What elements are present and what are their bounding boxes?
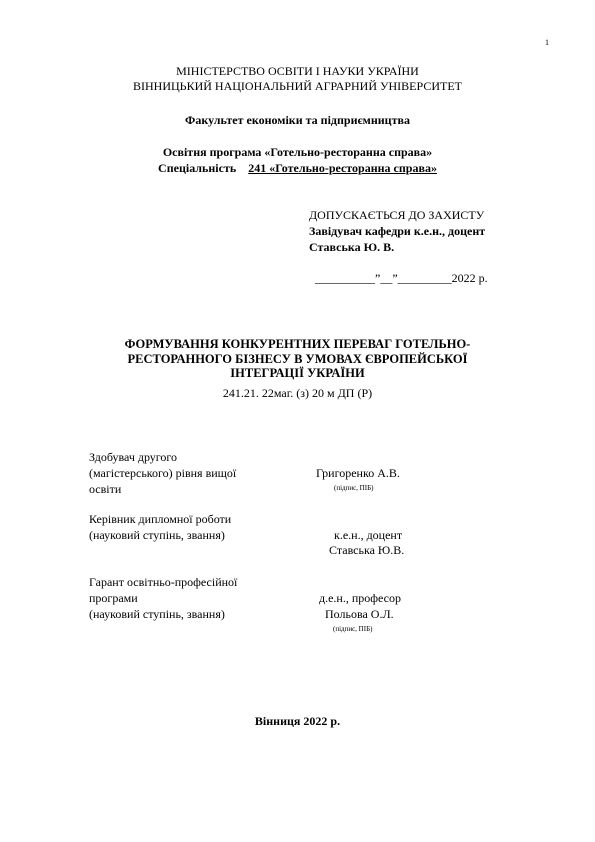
student-label-line: освіти bbox=[89, 482, 122, 496]
education-program: Освітня програма «Готельно-ресторанна справа» bbox=[162, 145, 433, 159]
thesis-title-line: ФОРМУВАННЯ КОНКУРЕНТНИХ ПЕРЕВАГ ГОТЕЛЬНО- bbox=[124, 337, 471, 351]
student-label-line: (магістерського) рівня вищої bbox=[89, 466, 237, 480]
guarantor-label-line: (науковий ступінь, звання) bbox=[89, 607, 225, 621]
approval-date-line: __________”__”_________2022 р. bbox=[315, 271, 488, 285]
student-signature-hint: (підпис, ПІБ) bbox=[334, 484, 374, 492]
specialty-value: 241 «Готельно-ресторанна справа» bbox=[248, 161, 437, 175]
department-head: Завідувач кафедри к.е.н., доцент bbox=[309, 224, 486, 238]
student-label-line: Здобувач другого bbox=[89, 450, 178, 464]
specialty-line bbox=[0, 161, 595, 176]
specialty-label: Спеціальність bbox=[158, 161, 237, 175]
department-head-name: Ставська Ю. В. bbox=[309, 240, 395, 254]
page-number: 1 bbox=[545, 38, 549, 47]
supervisor-label-line: Керівник дипломної роботи bbox=[89, 512, 232, 526]
thesis-title bbox=[60, 337, 535, 381]
thesis-code: 241.21. 22маг. (з) 20 м ДП (Р) bbox=[222, 386, 373, 400]
ministry-name: МІНІСТЕРСТВО ОСВІТИ І НАУКИ УКРАЇНИ bbox=[176, 64, 419, 78]
city-year: Вінниця 2022 р. bbox=[254, 714, 341, 728]
thesis-title-line: РЕСТОРАННОГО БІЗНЕСУ В УМОВАХ ЄВРОПЕЙСЬКОЇ bbox=[127, 351, 468, 366]
supervisor-label-line: (науковий ступінь, звання) bbox=[89, 528, 225, 542]
guarantor-degree: д.е.н., професор bbox=[319, 591, 402, 605]
supervisor-name: Ставська Ю.В. bbox=[329, 543, 405, 557]
thesis-title-line: ІНТЕГРАЦІЇ УКРАЇНИ bbox=[230, 366, 365, 380]
admit-to-defense: ДОПУСКАЄТЬСЯ ДО ЗАХИСТУ bbox=[309, 208, 485, 222]
student-name: Григоренко А.В. bbox=[316, 466, 400, 480]
university-name: ВІННИЦЬКИЙ НАЦІОНАЛЬНИЙ АГРАРНИЙ УНІВЕРСИТЕТ bbox=[133, 79, 462, 93]
faculty-name: Факультет економіки та підприємництва bbox=[185, 113, 410, 127]
guarantor-name: Польова О.Л. bbox=[325, 607, 394, 621]
guarantor-label-line: програми bbox=[89, 591, 138, 605]
supervisor-degree: к.е.н., доцент bbox=[334, 528, 403, 542]
guarantor-signature-hint: (підпис, ПІБ) bbox=[333, 625, 373, 633]
guarantor-label-line: Гарант освітньо-професійної bbox=[89, 575, 238, 589]
